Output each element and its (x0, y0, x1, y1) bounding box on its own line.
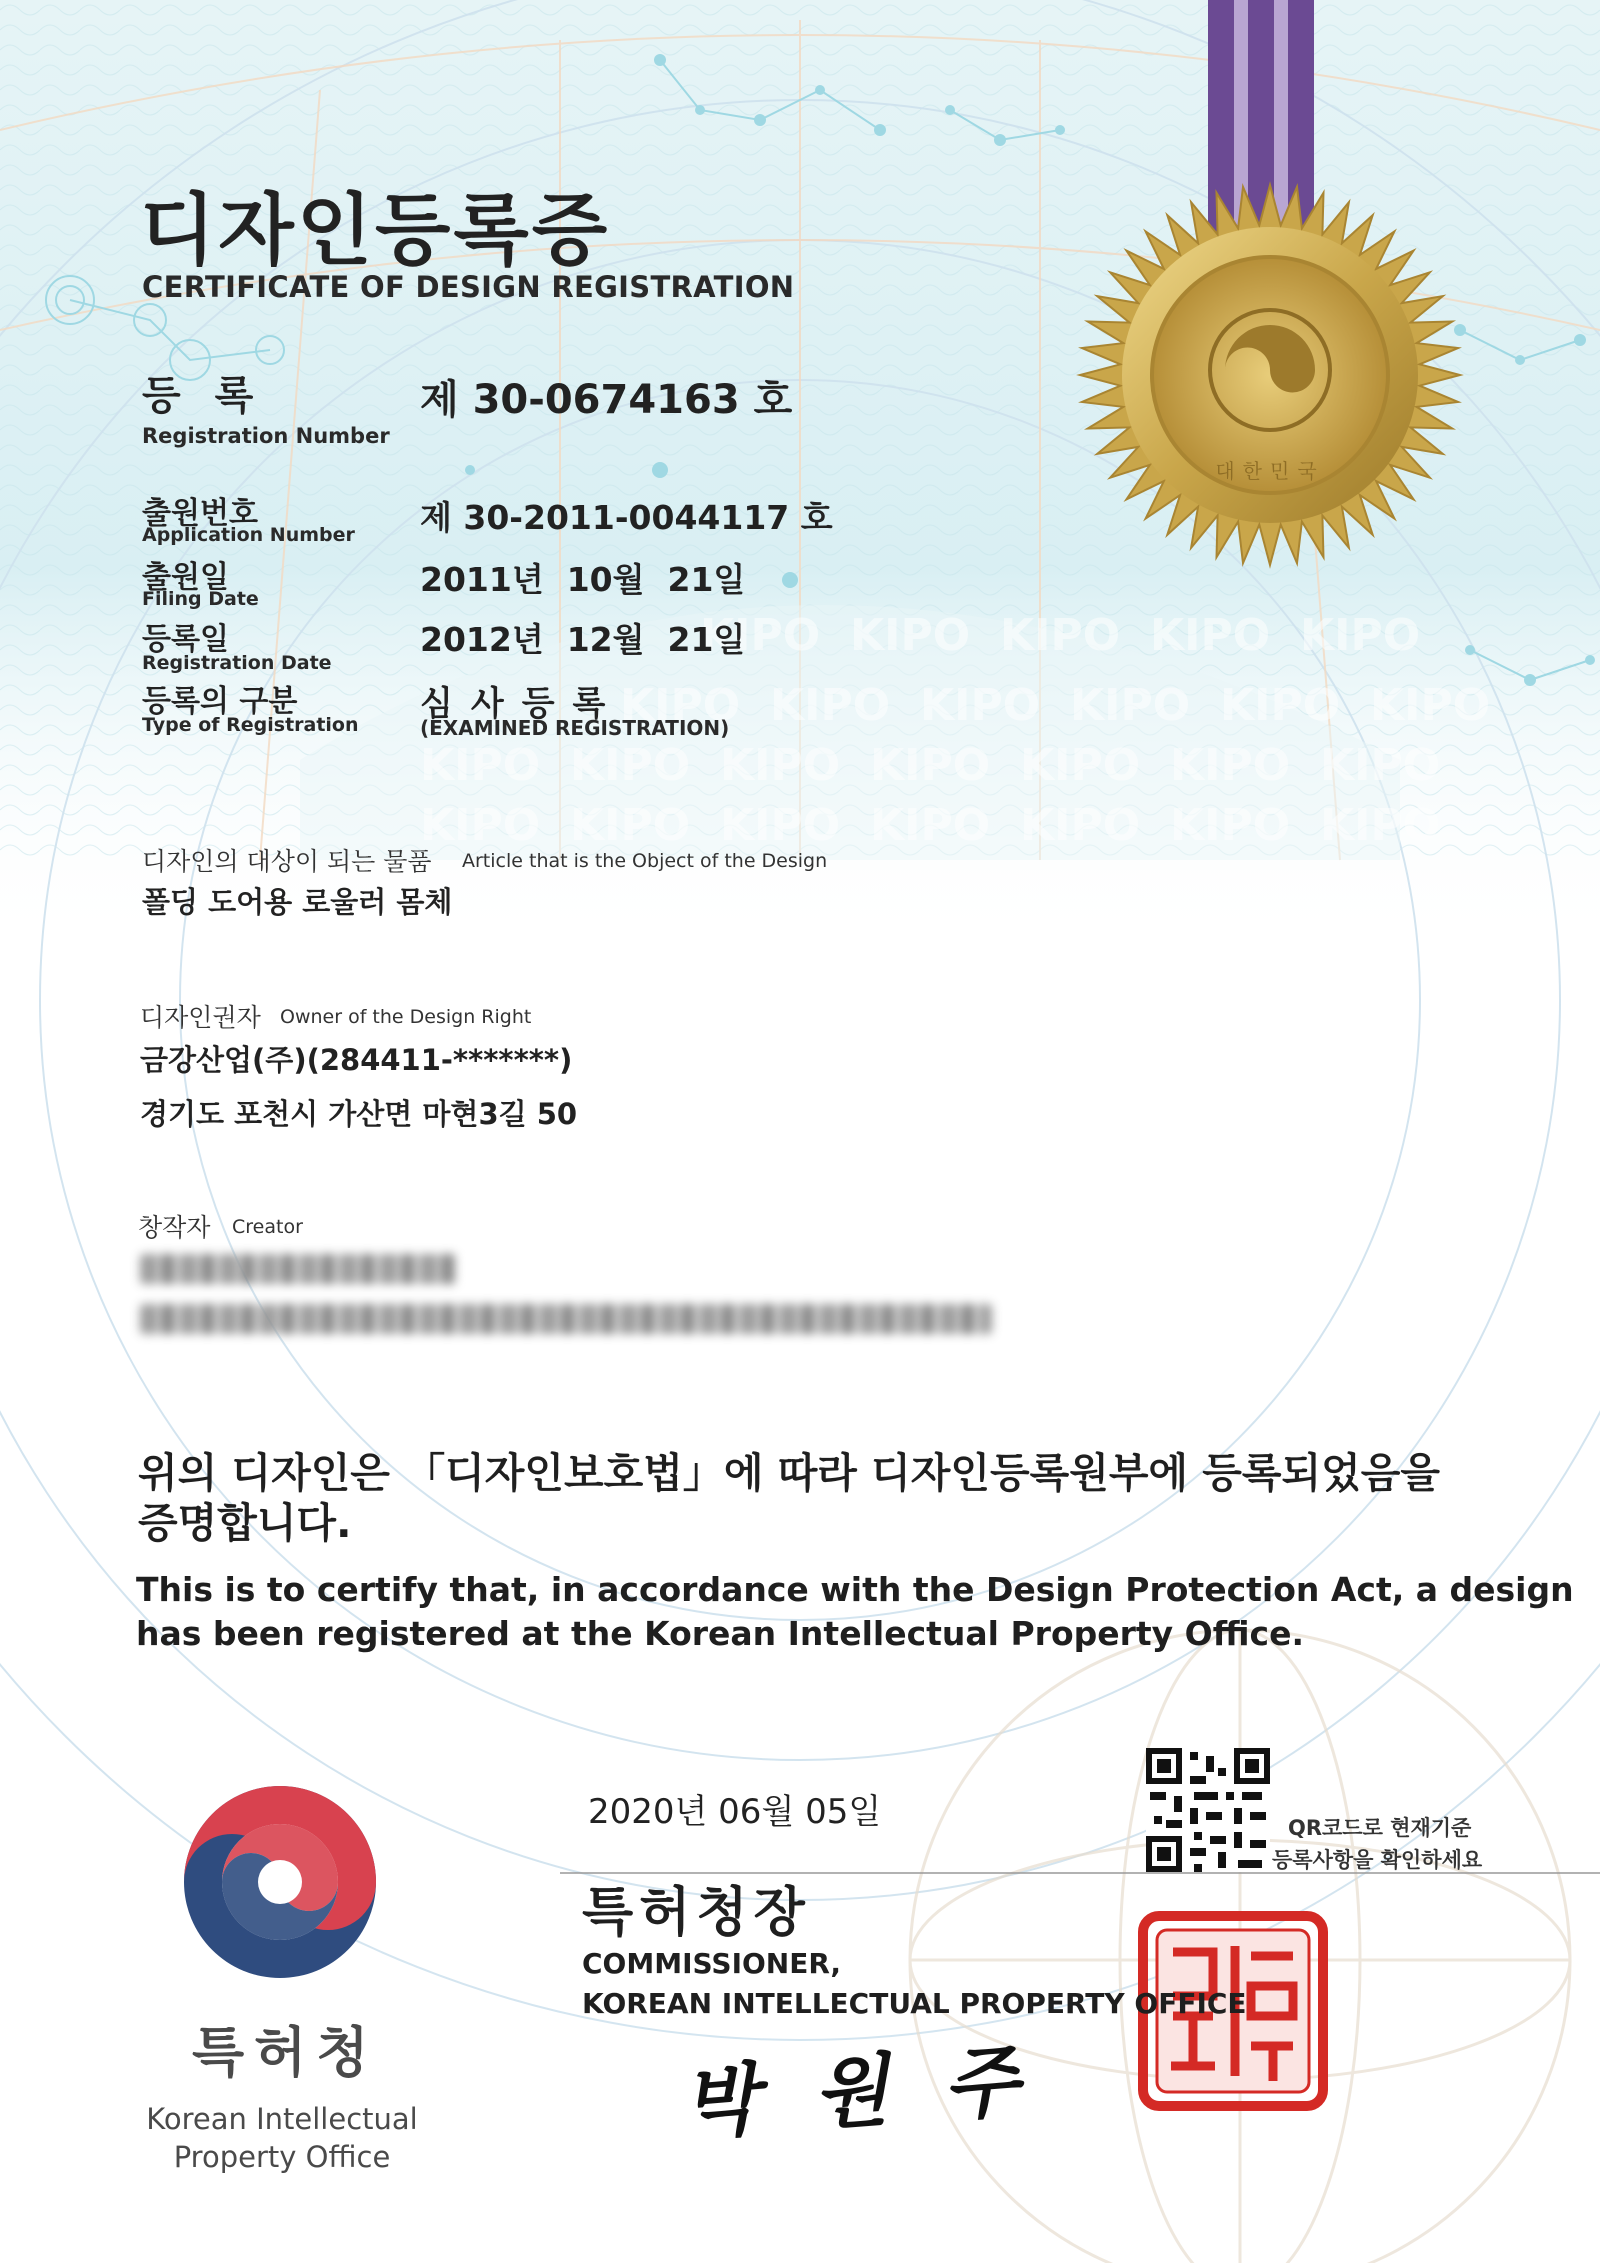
commissioner-title-korean: 특허청장 (582, 1882, 811, 1943)
svg-text:KIPO: KIPO (420, 800, 541, 851)
certification-text-english (136, 1568, 1574, 1656)
svg-text:KIPO: KIPO (1320, 800, 1441, 851)
article-label-english: Article that is the Object of the Design (462, 850, 828, 872)
svg-text:KIPO: KIPO (570, 740, 691, 791)
svg-text:KIPO: KIPO (1000, 610, 1121, 661)
registration-label-english: Registration Number (142, 424, 390, 448)
office-name-korean: 특허청 (192, 2021, 379, 2084)
registration-date-label-english: Registration Date (142, 652, 332, 674)
signature: 박 원 주 (679, 2034, 1036, 2151)
registration-number-value: 제 30-0674163 호 (420, 377, 793, 423)
svg-text:대한민국: 대한민국 (1215, 459, 1325, 483)
registration-label-korean: 등 록 (142, 373, 264, 419)
issue-date: 2020년 06월 05일 (588, 1792, 882, 1832)
svg-text:KIPO: KIPO (1370, 680, 1491, 731)
qr-note-line2: 등록사항을 확인하세요 (1272, 1848, 1483, 1872)
owner-label-english: Owner of the Design Right (280, 1006, 532, 1028)
svg-text:KIPO: KIPO (1020, 740, 1141, 791)
office-english-line1: Korean Intellectual (146, 2102, 418, 2136)
office-name-english (140, 2100, 424, 2176)
registration-type-label-english: Type of Registration (142, 714, 359, 736)
svg-text:KIPO: KIPO (870, 740, 991, 791)
red-official-seal (1143, 1916, 1323, 2106)
svg-text:KIPO: KIPO (720, 740, 841, 791)
certificate-title-korean: 디자인등록증 (140, 186, 611, 276)
certification-english-line2: has been registered at the Korean Intellectual Property Office. (136, 1614, 1305, 1653)
application-number-value: 제 30-2011-0044117 호 (420, 498, 833, 537)
certification-korean-line2: 증명합니다. (138, 1499, 352, 1547)
owner-label-korean: 디자인권자 (140, 1003, 261, 1032)
svg-text:KIPO: KIPO (620, 680, 741, 731)
registration-type-value-english: (EXAMINED REGISTRATION) (420, 716, 730, 740)
certification-english-line1: This is to certify that, in accordance with the Design Protection Act, a design (136, 1570, 1574, 1609)
svg-text:KIPO: KIPO (1320, 740, 1441, 791)
svg-text:KIPO: KIPO (1020, 800, 1141, 851)
registration-date-label-korean: 등록일 (142, 622, 229, 657)
svg-text:KIPO: KIPO (770, 680, 891, 731)
creator-label-english: Creator (232, 1216, 303, 1238)
svg-text:KIPO: KIPO (850, 610, 971, 661)
commissioner-english-line1: COMMISSIONER, (582, 1947, 842, 1980)
article-label-korean: 디자인의 대상이 되는 물품 (142, 847, 432, 876)
filing-date-value: 2011년 10월 21일 (420, 560, 746, 599)
creator-address-redacted (140, 1304, 992, 1334)
application-number-label-english: Application Number (142, 524, 355, 546)
svg-text:KIPO: KIPO (570, 800, 691, 851)
certification-korean-line1: 위의 디자인은 「디자인보호법」에 따라 디자인등록원부에 등록되었음을 (138, 1449, 1440, 1497)
svg-text:KIPO: KIPO (870, 800, 991, 851)
kipo-taegeuk-logo (184, 1786, 376, 1978)
article-value: 폴딩 도어용 로울러 몸체 (142, 885, 453, 919)
svg-text:KIPO: KIPO (1070, 680, 1191, 731)
registration-date-value: 2012년 12월 21일 (420, 620, 746, 659)
commissioner-english-line2: KOREAN INTELLECTUAL PROPERTY OFFICE (582, 1987, 1247, 2020)
certificate-title-english: CERTIFICATE OF DESIGN REGISTRATION (142, 270, 795, 304)
svg-text:KIPO: KIPO (1150, 610, 1271, 661)
application-number-label-korean: 출원번호 (142, 496, 258, 531)
registration-type-label-korean: 등록의 구분 (142, 684, 298, 719)
certification-text-korean (138, 1448, 1440, 1548)
filing-date-label-english: Filing Date (142, 588, 259, 610)
svg-text:KIPO: KIPO (720, 800, 841, 851)
svg-text:KIPO: KIPO (1170, 800, 1291, 851)
creator-label-korean: 창작자 (138, 1213, 211, 1242)
owner-name: 금강산업(주)(284411-*******) (140, 1043, 573, 1077)
svg-text:KIPO: KIPO (1170, 740, 1291, 791)
svg-text:KIPO: KIPO (420, 740, 541, 791)
office-english-line2: Property Office (173, 2140, 391, 2174)
qr-instruction (1272, 1812, 1483, 1876)
gold-seal (1070, 150, 1470, 600)
svg-text:KIPO: KIPO (920, 680, 1041, 731)
qr-code[interactable] (1146, 1748, 1270, 1872)
registration-type-value: 심사등록 (420, 684, 624, 724)
qr-note-line1: QR코드로 현재기준 (1288, 1816, 1472, 1840)
creator-name-redacted (140, 1254, 456, 1284)
owner-address: 경기도 포천시 가산면 마현3길 50 (140, 1097, 578, 1131)
filing-date-label-korean: 출원일 (142, 560, 229, 595)
svg-text:KIPO: KIPO (1220, 680, 1341, 731)
svg-text:KIPO: KIPO (700, 610, 821, 661)
svg-text:KIPO: KIPO (1300, 610, 1421, 661)
